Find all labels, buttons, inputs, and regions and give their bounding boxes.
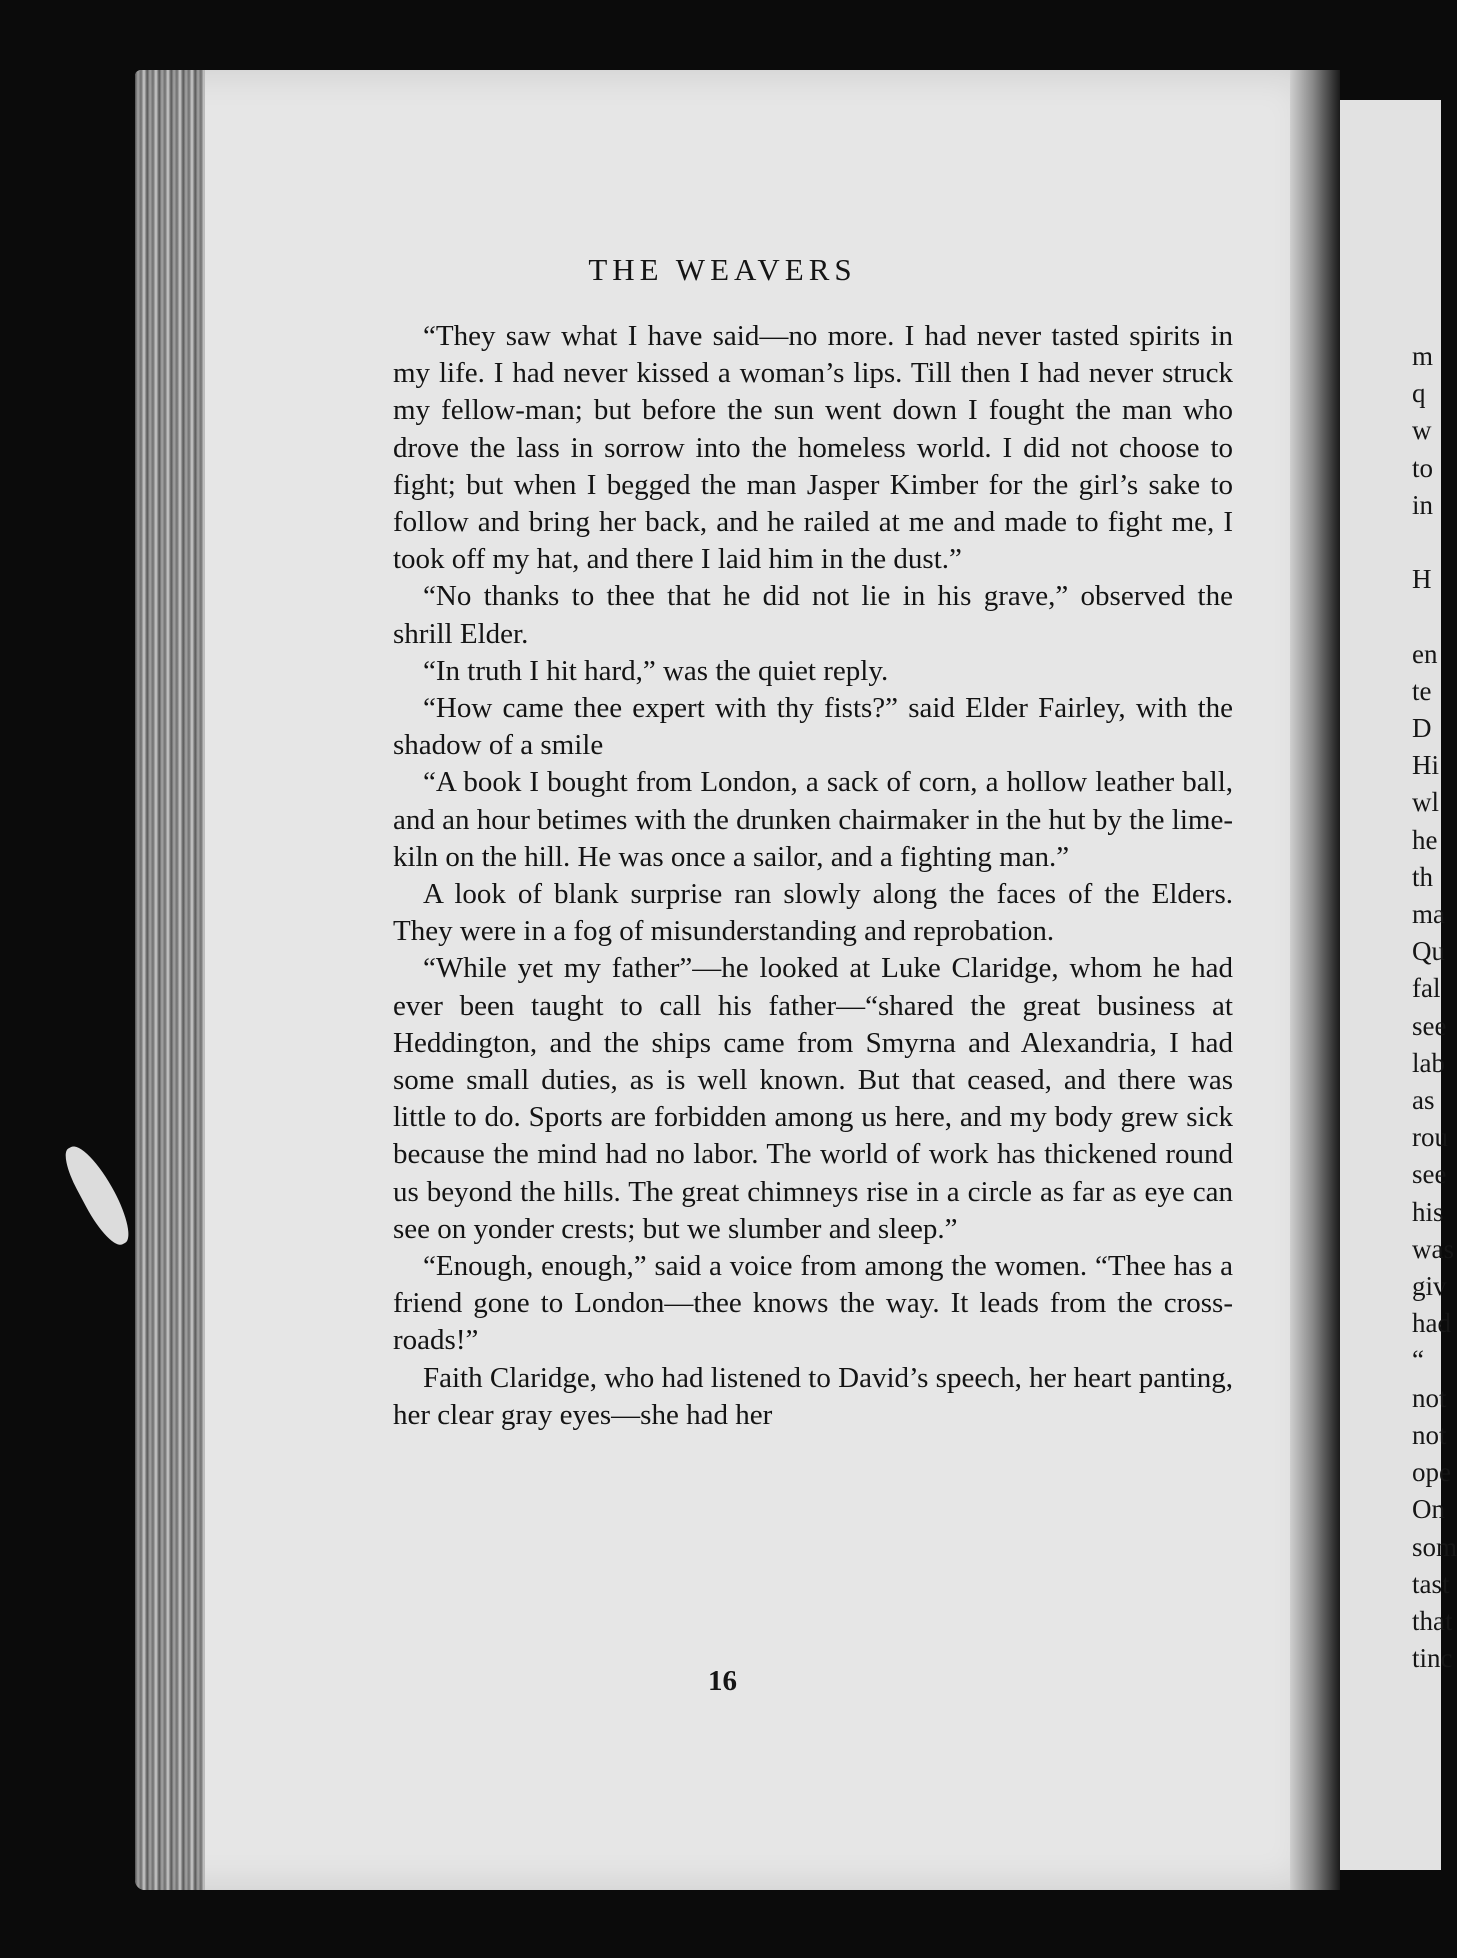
facing-page-text: m q w to in H en te D Hi wl he th ma Qu fal see lab as rou see his was giv had “ not not ope On som tast that tinc (1412, 341, 1457, 1674)
paragraph: “In truth I hit hard,” was the quiet reply. (423, 654, 889, 687)
running-head: THE WEAVERS (588, 252, 857, 287)
paragraph: “They saw what I have said—no more. I had never tasted spirits in my life. I had never kissed a woman’s lips. Till then I had never struck my fellow-man; but before the sun went down I fought the man who drove the lass in sorrow into the homeless world. I did not choose to fight; but when I begged the man Jasper Kimber for the girl’s sake to follow and bring her back, and he railed at me and made to fight me, I took off my hat, and there I laid him in the dust.” (393, 320, 1233, 576)
paragraph: Faith Claridge, who had listened to David’s speech, her heart panting, her clear gray eyes—she had her (393, 1361, 1233, 1431)
book-spine-edge (135, 70, 205, 1890)
paragraph: A look of blank surprise ran slowly along the faces of the Elders. They were in a fog of misunderstanding and reprobation. (393, 878, 1233, 948)
paragraph: “Enough, enough,” said a voice from among the women. “Thee has a friend gone to London—thee knows the way. It leads from the cross-roads!” (393, 1250, 1233, 1357)
paragraph: “A book I bought from London, a sack of corn, a hollow leather ball, and an hour betimes with the drunken chairmaker in the hut by the lime-kiln on the hill. He was once a sailor, and a fighting man.” (393, 766, 1233, 873)
book-gutter (1290, 70, 1340, 1890)
page-number: 16 (708, 1665, 737, 1697)
paragraph: “How came thee expert with thy fists?” said Elder Fairley, with the shadow of a smile (393, 692, 1233, 762)
page-body (393, 318, 1233, 1434)
paragraph: “No thanks to thee that he did not lie in his grave,” observed the shrill Elder. (393, 580, 1233, 650)
paragraph: “While yet my father”—he looked at Luke Claridge, whom he had ever been taught to call his father—“shared the great business at Heddington, and the ships came from Smyrna and Alexandria, I had some small duties, as is well known. But that ceased, and there was little to do. Sports are forbidden among us here, and my body grew sick because the mind had no labor. The world of work has thickened round us beyond the hills. The great chimneys rise in a circle as far as eye can see on yonder crests; but we slumber and sleep.” (393, 952, 1233, 1245)
paper-clip-mark (58, 1139, 138, 1251)
